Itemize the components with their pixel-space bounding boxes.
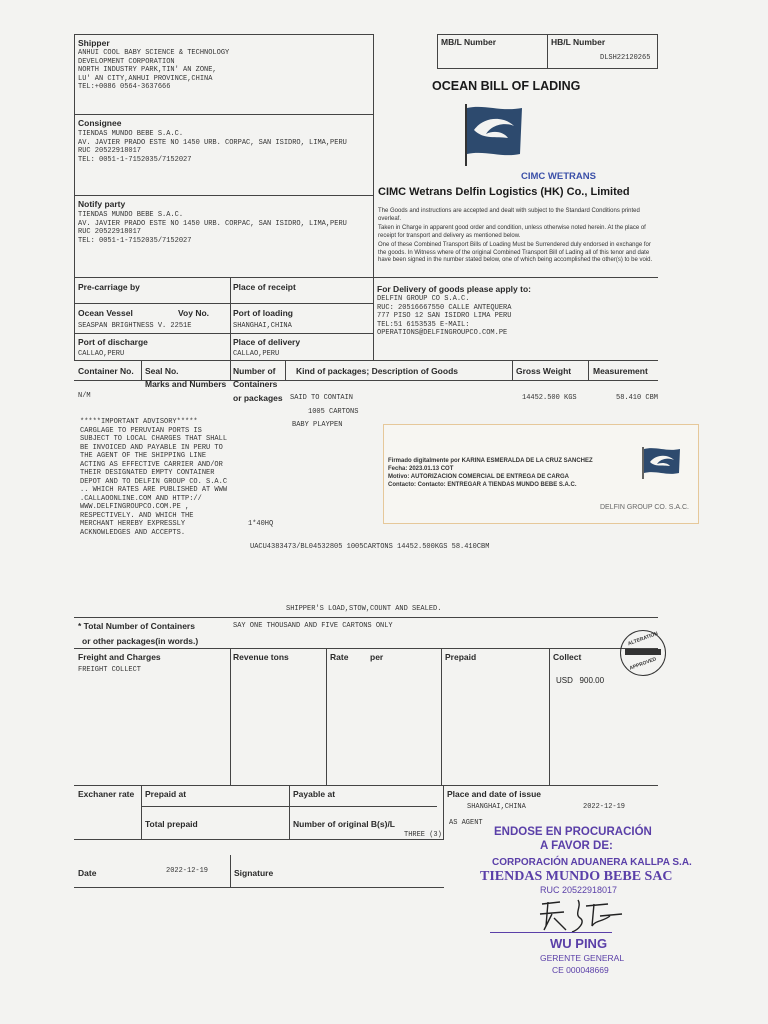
- digital-sig-line2: Fecha: 2023.01.13 COT: [388, 466, 454, 472]
- receipt-label: Place of receipt: [233, 282, 296, 292]
- per-label: per: [370, 652, 384, 662]
- collect-label: Collect: [553, 652, 582, 662]
- digital-sig-line1: Firmado digitalmente por KARINA ESMERALDA DE LA CRUZ SANCHEZ: [388, 458, 593, 464]
- date-value: 2022-12-19: [166, 867, 209, 875]
- marks-label: Marks and Numbers: [145, 379, 227, 389]
- voy-label: Voy No.: [178, 308, 210, 318]
- consignee-label: Consignee: [78, 118, 122, 128]
- terms-3: One of these Combined Transport Bills of Loading Must be Surrendered duly endorsed in exchange for the goods. In Witness where of the original Combined Transport Bill of Lading all of this tenor and date have been signed in the number stated below, one of which being accomplished the other(s) to be void.: [378, 242, 653, 263]
- said-to-contain: SAID TO CONTAIN: [290, 394, 354, 402]
- shipper-load-note: SHIPPER'S LOAD,STOW,COUNT AND SEALED.: [286, 605, 442, 613]
- carrier-company: CIMC Wetrans Delfin Logistics (HK) Co., Limited: [378, 186, 630, 198]
- loading-value: SHANGHAI,CHINA: [233, 322, 292, 330]
- signatory-role: GERENTE GENERAL: [540, 953, 625, 963]
- revenue-label: Revenue tons: [233, 652, 289, 662]
- signatory-name: WU PING: [550, 936, 608, 951]
- total-containers-text: Total Number of Containers: [83, 621, 195, 631]
- measurement-label: Measurement: [593, 366, 648, 376]
- shipper-label: Shipper: [78, 38, 110, 48]
- collect-value: USD 900.00: [556, 676, 605, 685]
- hbl-label: HB/L Number: [551, 37, 606, 47]
- container-no-label: Container No.: [78, 366, 134, 376]
- issue-date-value: 2022-12-19: [583, 803, 626, 811]
- digital-sig-company: DELFIN GROUP CO. S.A.C.: [600, 504, 689, 511]
- container-line: UACU4383473/BL04532805 1005CARTONS 14452.500KGS 58.410CBM: [250, 543, 490, 551]
- digital-signature-box: [383, 424, 699, 524]
- handwritten-signature: [530, 896, 640, 941]
- measurement-value: 58.410 CBM: [616, 394, 659, 402]
- delivery-label: Place of delivery: [233, 337, 301, 347]
- freight-label: Freight and Charges: [78, 652, 161, 662]
- terms-2: Taken in Charge in apparent good order and condition, unless otherwise noted herein. At the place of receipt for transport and delivery as mentioned below.: [378, 225, 646, 239]
- endorsement-ruc: RUC 20522918017: [540, 885, 618, 895]
- notify-label: Notify party: [78, 199, 126, 209]
- alteration-approved-stamp: [620, 630, 666, 676]
- place-date-label: Place and date of issue: [447, 789, 542, 799]
- delfin-flag-icon: [640, 445, 682, 486]
- containers-label: Containers: [233, 379, 278, 389]
- total-words-label: or other packages(in words.): [82, 636, 199, 646]
- endorsement-line3: CORPORACIÓN ADUANERA KALLPA S.A.: [492, 857, 692, 868]
- delivery-apply-label: For Delivery of goods please apply to:: [377, 284, 531, 294]
- gross-label: Gross Weight: [516, 366, 572, 376]
- prepaid-label: Prepaid: [445, 652, 477, 662]
- important-advisory: *****IMPORTANT ADVISORY***** CARGLAGE TO PERUVIAN PORTS IS SUBJECT TO LOCAL CHARGES THAT SHALL BE INVOICED AND PAYABLE IN PERU TO THE AGENT OF THE SHIPPING LINE ACTING AS EFFECTIVE CARRIER AND/OR THEIR DESIGNATED EMPTY CONTAINER DEPOT AND TO DELFIN GROUP CO. S.A.C .. WHICH RATES ARE PUBLISHED AT WWW .CALLAOONLINE.COM AND HTTP:// WWW.DELFINGROUPCO.COM.PE , RESPECTIVELY. AND WHICH THE MERCHANT HEREBY EXPRESSLY ACKNOWLEDGES AND ACCEPTS.: [80, 418, 228, 537]
- discharge-label: Port of discharge: [78, 337, 148, 347]
- number-of-label: Number of: [233, 366, 276, 376]
- marks-value: N/M: [78, 392, 91, 400]
- signature-label: Signature: [234, 868, 274, 878]
- document-title: OCEAN BILL OF LADING: [432, 79, 581, 93]
- total-containers-label: * Total Number of Containers: [78, 621, 195, 631]
- hbl-value: DLSH22120265: [600, 54, 651, 62]
- vessel-label: Ocean Vessel: [78, 308, 133, 318]
- delivery-value: CALLAO,PERU: [233, 350, 280, 358]
- payable-at-label: Payable at: [293, 789, 336, 799]
- rate-label: Rate: [330, 652, 349, 662]
- three-originals: THREE (3): [404, 831, 442, 839]
- consignee-text: TIENDAS MUNDO BEBE S.A.C. AV. JAVIER PRADO ESTE NO 1450 URB. CORPAC, SAN ISIDRO, LIMA,PERU RUC 20522918017 TEL: 0051-1-7152035/7152027: [78, 130, 347, 164]
- endorsement-line4: TIENDAS MUNDO BEBE SAC: [480, 869, 673, 884]
- gross-weight-value: 14452.500 KGS: [522, 394, 577, 402]
- precarriage-label: Pre-carriage by: [78, 282, 140, 292]
- as-agent: AS AGENT: [449, 819, 483, 827]
- signatory-ce: CE 000048669: [552, 965, 609, 975]
- freight-value: FREIGHT COLLECT: [78, 666, 142, 674]
- notify-text: TIENDAS MUNDO BEBE S.A.C. AV. JAVIER PRADO ESTE NO 1450 URB. CORPAC, SAN ISIDRO, LIMA,PERU RUC 20522918017 TEL: 0051-1-7152035/7152027: [78, 211, 347, 245]
- stamp-bottom-text: APPROVED: [628, 656, 658, 672]
- loading-label: Port of loading: [233, 308, 293, 318]
- seal-no-label: Seal No.: [145, 366, 179, 376]
- logo-text: CIMC WETRANS: [521, 171, 596, 182]
- exchange-label: Exchaner rate: [78, 789, 135, 799]
- total-words-value: SAY ONE THOUSAND AND FIVE CARTONS ONLY: [233, 622, 393, 630]
- container-count: 1*40HQ: [248, 520, 274, 528]
- date-label: Date: [78, 868, 97, 878]
- digital-sig-line3: Motivo: AUTORIZACION COMERCIAL DE ENTREGA DE CARGA: [388, 474, 569, 480]
- total-prepaid-label: Total prepaid: [145, 819, 198, 829]
- vessel-value: SEASPAN BRIGHTNESS V. 2251E: [78, 322, 192, 330]
- endorsement-line2: A FAVOR DE:: [540, 840, 613, 852]
- delivery-apply-text: DELFIN GROUP CO S.A.C. RUC: 20516667550 CALLE ANTEQUERA 777 PISO 12 SAN ISIDRO LIMA PERU TEL:51 6153535 E-MAIL: OPERATIONS@DELFINGROUPCO.COM.PE: [377, 295, 512, 337]
- mbl-label: MB/L Number: [441, 37, 497, 47]
- goods-description: BABY PLAYPEN: [292, 421, 343, 429]
- discharge-value: CALLAO,PERU: [78, 350, 125, 358]
- place-value: SHANGHAI,CHINA: [467, 803, 526, 811]
- shipper-text: ANHUI COOL BABY SCIENCE & TECHNOLOGY DEVELOPMENT CORPORATION NORTH INDUSTRY PARK,TIN' AN ZONE, LU' AN CITY,ANHUI PROVINCE,CHINA TEL:+0086 0564-3637666: [78, 49, 230, 91]
- prepaid-at-label: Prepaid at: [145, 789, 187, 799]
- stamp-top-text: ALTERATION: [627, 630, 659, 648]
- cartons: 1005 CARTONS: [308, 408, 359, 416]
- digital-sig-line4: Contacto: Contacto: ENTREGAR A TIENDAS MUNDO BEBE S.A.C.: [388, 482, 577, 488]
- or-packages-label: or packages: [233, 393, 283, 403]
- cimc-flag-logo: [460, 100, 526, 168]
- kind-label: Kind of packages; Description of Goods: [296, 366, 458, 376]
- endorsement-line1: ENDOSE EN PROCURACIÓN: [494, 826, 652, 838]
- terms-1: The Goods and instructions are accepted and dealt with subject to the Standard Conditions printed overleaf.: [378, 208, 640, 222]
- num-original-label: Number of original B(s)/L: [293, 819, 395, 829]
